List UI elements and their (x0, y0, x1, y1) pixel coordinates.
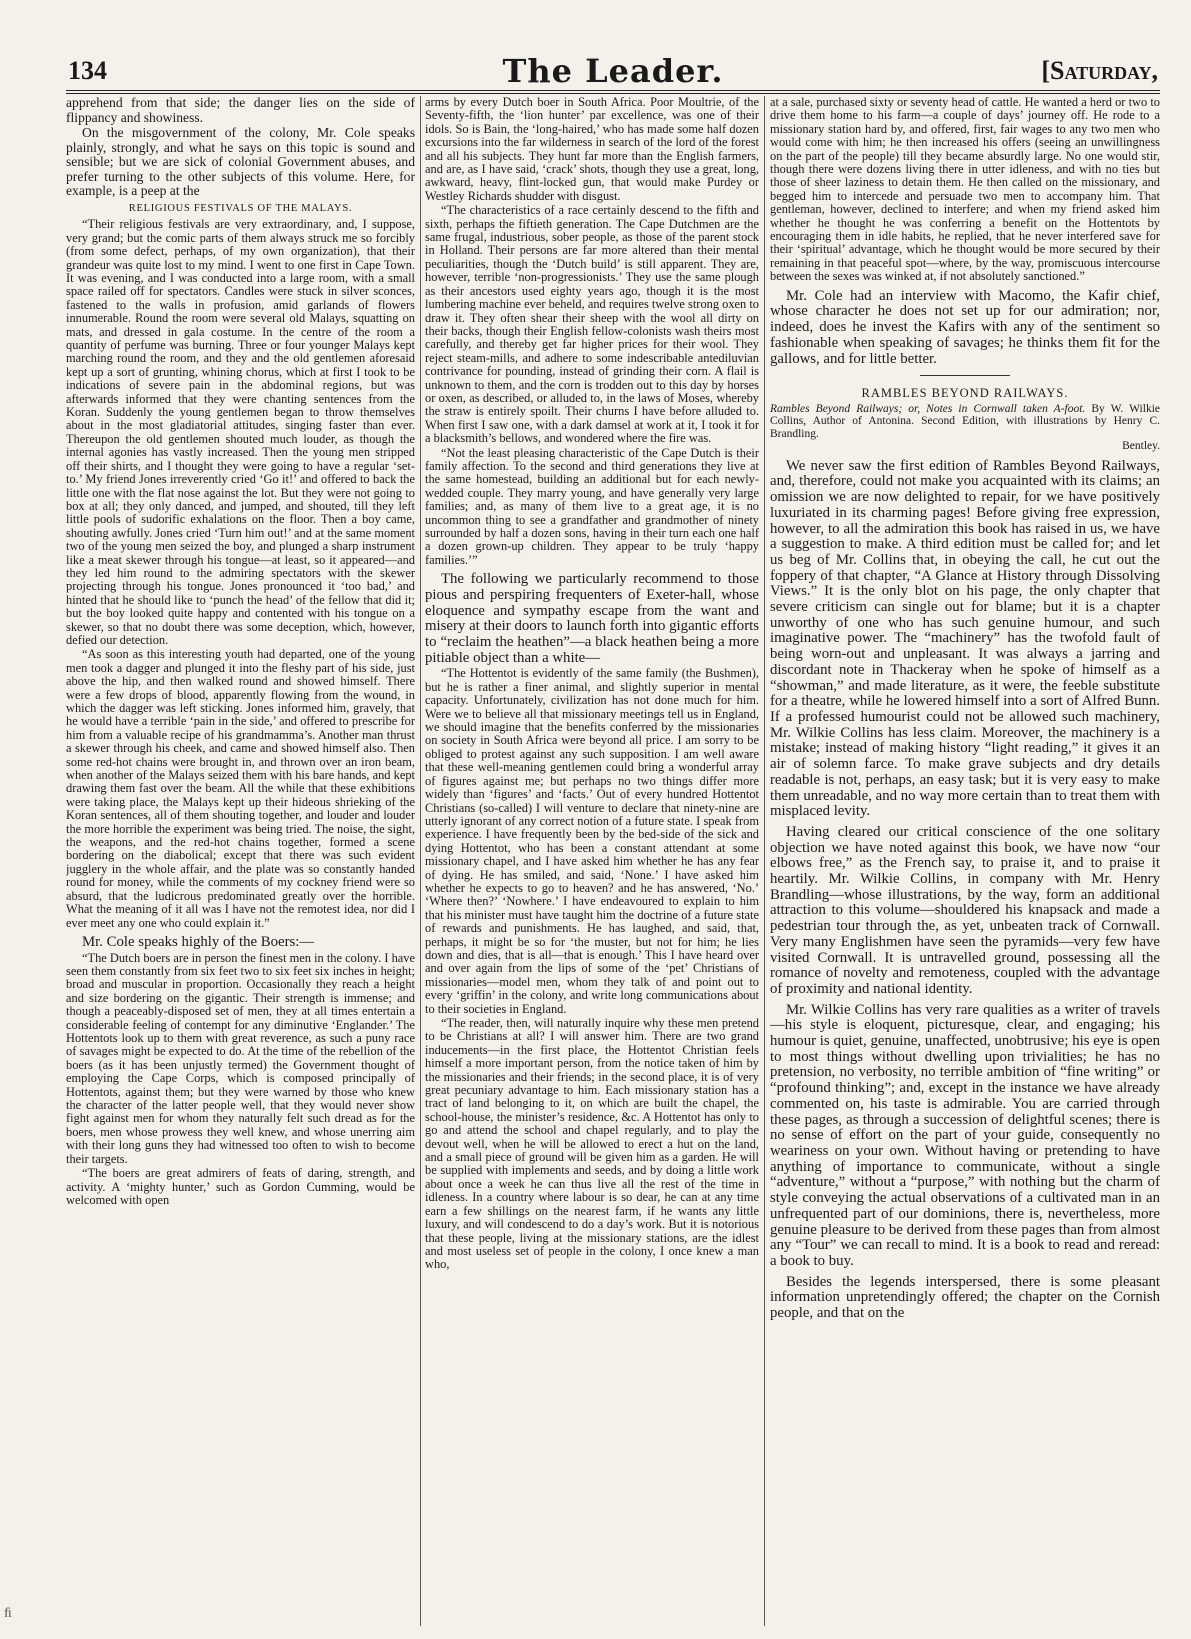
quoted-paragraph: “The characteristics of a race certainly descend to the fifth and sixth, perhaps the fiftieth generation. The Cape Dutchmen are the same frugal, industrious, sober people, as those of the parent stock in Holland. Their persons are far more altered than their mental peculiarities, though the ‘Dutch build’ is still apparent. They are, however, terrible ‘non-progressionists.’ They use the same plough as their ancestors used eighty years ago, though it is the most lumbering machine ever beheld, and requires twelve strong oxen to draw it. They often shear their sheep with the wool all dirty on their backs, though their English fellow-colonists wash theirs most carefully, and thereby get far higher prices for their wool. They reject steam-mills, and adhere to some indescribable antediluvian contrivance for pounding, instead of grinding their corn. A flail is unknown to them, and the corn is trodden out to this day by horses or oxen, as described, or alluded to, in the laws of Moses, whereby the straw is entirely spoilt. Their churns I have before alluded to. When first I saw one, with a dark damsel at work at it, I took it for a blacksmith’s bellows, and wondered where the fire was. (425, 203, 759, 446)
book-credits: By W. Wilkie Collins, Author of Antonina. Second Edition, with illustrations by Henry C. Brandling. (770, 402, 1160, 440)
header-rule (66, 90, 1160, 91)
book-title: Rambles Beyond Railways; or, Notes in Cornwall taken A-foot. (770, 402, 1086, 415)
column-divider-1 (420, 96, 421, 1626)
column-divider-2 (764, 96, 765, 1626)
paragraph: The following we particularly recommend to those pious and perspiring frequenters of Exeter-hall, whose eloquence and sympathy escape from the want and misery at their doors to launch forth into gigantic efforts to “reclaim the heathen”—a black heathen being a more pitiable object than a white— (425, 571, 759, 666)
quoted-paragraph: arms by every Dutch boer in South Africa. Poor Moultrie, of the Seventy-fifth, the ‘lion hunter’ par excellence, was one of their idols. So is Bain, the ‘long-haired,’ who has made some half dozen excursions into the far wilderness in search of the lord of the forest and all his subjects. They hunt far more than the English farmers, and are, as I have said, ‘crack’ shots, though they use a great, long, awkward, heavy, flint-locked gun, that would make Purdey or Westley Richards shudder with disgust. (425, 96, 759, 203)
quoted-paragraph: “Their religious festivals are very extraordinary, and, I suppose, very grand; but the comic parts of them always struck me so forcibly (from some defect, perhaps, of my own organization), that their grandeur was quite lost to my mind. I went to one first in Cape Town. It was evening, and I was conducted into a large room, with a small space railed off for spectators. Candles were stuck in silver sconces, fastened to the walls in profusion, amid garlands of flowers innumerable. Round the room were several old Malays, squatting on mats, and dressed in gala costume. In the centre of the room a quantity of perfume was burning. Three or four younger Malays kept marching round the room, and they and the old gentlemen aforesaid kept up a sort of grunting, whining chorus, which at first I took to be indications of severe pain in the abdominal regions, but was afterwards informed that they were chanting sentences from the Koran. Suddenly the young gentlemen began to throw themselves about in the most gladiatorial attitudes, singing faster than ever. Thereupon the old gentlemen shouted much louder, as though the internal agonies has vastly increased. Then the young men stripped off their shirts, and I thought they were going to have a regular ‘set-to.’ My friend Jones irreverently cried ‘Go it!’ and offered to back the little one with the flat nose against the lot. But they were not going to box at all; they only danced, and jumped, and shouted, till they left little pools of sudorific exhalations on the floor. Then a boy came, shouting awfully. Jones cried ‘Turn him out!’ and at the same moment two of the young men seized the boy, and plunged a sharp instrument like a meat skewer through his tongue—at least, so it appeared—and they led him round to the admiring spectators with the skewer projecting through his tongue. Jones pronounced it ‘too bad,’ and hinted that he should like to ‘punch the head’ of the fellow that did it; but the boy looked quite happy and contented with his tongue on a skewer, so that no doubt there was some deception, which, however, defied our detection. (66, 217, 415, 647)
column-3 (770, 96, 1160, 1626)
book-publisher: Bentley. (1122, 440, 1160, 453)
dateline: [Saturday, (1041, 56, 1158, 85)
quoted-paragraph: “The Dutch boers are in person the finest men in the colony. I have seen them constantly from six feet two to six feet six inches in height; broad and muscular in proportion. Occasionally they reach a height and size bordering on the gigantic. Their strength is immense; and though a peaceably-disposed set of men, they at all times entertain a considerable feeling of contempt for any diminutive ‘Englander.’ The Hottentots look up to them with great reverence, as such a puny race of savages might be expected to do. At the time of the rebellion of the boers (as it has been unjustly termed) the Government thought of employing the Cape Corps, which is composed principally of Hottentots, against them; but they were warned by those who knew the character of the latter people well, that they would never show fight against men for whom they naturally felt such dread as for the boers, men whose prowess they well knew, and whose unerring aim with their long guns they had witnessed too often to wish to become their targets. (66, 950, 415, 1166)
page-header (68, 52, 1158, 94)
paragraph: Mr. Wilkie Collins has very rare qualities as a writer of travels—his style is eloquent, picturesque, clear, and engaging; his humour is quiet, genuine, unaffected, unobtrusive; his eye is open to most things without dwelling upon trivialities; he has no pretension, no verbosity, no terrible ambition of “fine writing” or “profound thinking”; and, except in the instance we have already commented on, his taste is admirable. You are carried through these pages, as through a succession of delightful scenes; there is no sense of effort on the part of your guide, consequently no weariness on your own. Without having or pretending to have anything of importance to communicate, without a single “adventure,” without a “purpose,” with nothing but the charm of style conveying the actual observations of a cultivated man in an unfrequented part of our dominions, there is, nevertheless, more genuine pleasure to be derived from these pages than from almost any “Tour” we can recall to mind. It is a book to read and reread: a book to buy. (770, 1001, 1160, 1269)
paragraph: On the misgovernment of the colony, Mr. Cole speaks plainly, strongly, and what he says on this topic is sound and sensible; but we are sick of colonial Government abuses, and prefer turning to the other subjects of this volume. Here, for example, is a peep at the (66, 125, 415, 199)
book-reference (770, 403, 1160, 453)
scan-mark: ﬁ (4, 1606, 12, 1621)
section-rule (920, 375, 1010, 376)
quoted-paragraph: “The Hottentot is evidently of the same family (the Bushmen), but he is rather a finer animal, and slightly superior in mental capacity. Unfortunately, civilization has not done much for him. Were we to believe all that missionary meetings tell us in England, we should imagine that the benefits conferred by the missionaries on society in South Africa were beyond all price. I am sorry to be obliged to protest against any such supposition. I am well aware that these well-meaning gentlemen could bring a wonderful array of figures against me; but perhaps no two things differ more widely than ‘figures’ and ‘facts.’ Out of every hundred Hottentot Christians (so-called) I will venture to declare that ninety-nine are utterly ignorant of any correct notion of a future state. I speak from experience. I have frequently been by the bed-side of the sick and dying Hottentot, who has been a constant attendant at some missionary chapel, and I have asked him whether he has any fear of dying. He has smiled, and said, ‘None.’ I have asked him whether he expects to go to heaven? and he has answered, ‘No.’ ‘Where then?’ ‘Nowhere.’ I have endeavoured to explain to him that his minister must have taught him the doctrine of a future state of rewards and punishments. He has laughed, and said, that, perhaps, it might be so for ‘the muster, but not for him; he lies down and dies, that is all—that is enough.’ This I have heard over and over again from the lips of some of the ‘pet’ Christians of missionaries—model men, whom they talk of and point out to every ‘griffin’ in the colony, and write long communications about to their societies in England. (425, 666, 759, 1016)
review-title: RAMBLES BEYOND RAILWAYS. (861, 386, 1069, 401)
page-number: 134 (68, 56, 107, 85)
quoted-paragraph: at a sale, purchased sixty or seventy head of cattle. He wanted a herd or two to drive them home to his farm—a couple of days’ journey off. He rode to a missionary station hard by, and offered, first, fair wages to any two men who would come with him; he then increased his offers (seeing an unwillingness on the part of the people) till they became absurdly large. No one would stir, though there were dozens living there in utter idleness, and with no ties but those of sheer laziness to detain them. He then called on the missionary, and begged him to intercede and persuade two men to accompany him. That gentleman, however, declined to interfere; and when my friend asked him whether he thought he was conferring a benefit on the Hottentots by encouraging them in idle habits, he replied, that he never interfered save for their ‘spiritual’ advantage, which he thought would be more secured by their remaining in that peaceful spot—where, by the way, promiscuous intercourse between the sexes was winked at, if not absolutely sanctioned.” (770, 96, 1160, 284)
paragraph: Mr. Cole had an interview with Macomo, the Kafir chief, whose character he does not set up for our admiration; nor, indeed, does he invest the Kafirs with any of the sentiment so fashionable when speaking of savages; he thinks them fit for the gallows, and for little better. (770, 287, 1160, 367)
paragraph: We never saw the first edition of Rambles Beyond Railways, and, therefore, could not make you acquainted with its claims; an omission we are now delighted to repair, for we have positively luxuriated in its charming pages! Before giving free expression, however, to all the admiration this book has raised in us, we have a suggestion to make. A third edition must be called for; and let us beg of Mr. Collins that, in obeying the call, he cut out the foppery of that chapter, “A Glance at History through Dissolving Views.” It is the only blot on his page, the only chapter that severe criticism can single out for blame; but it is a chapter unworthy of one who has such genuine humour, and such imaginative power. The “machinery” has the twofold fault of being worn-out and unpleasant. It was always a jarring and discordant note in Thackeray when he spoke of himself as a “showman,” and made literature, as it were, the feeble substitute for a theatre, while he lowered himself into a sort of Alfred Bunn. If a professed humourist could not be allowed such machinery, Mr. Wilkie Collins has less claim. Moreover, the machinery is a mistake; instead of making history “light reading,” it gives it an air of solemn farce. To make grave subjects and dry details readable is not, perhaps, an easy task; but it is very easy to make them unreadable, and no way more certain than to treat them with misplaced levity. (770, 457, 1160, 820)
subheading: RELIGIOUS FESTIVALS OF THE MALAYS. (128, 202, 353, 214)
paragraph: Mr. Cole speaks highly of the Boers:— (82, 933, 315, 950)
column-1 (66, 96, 415, 1626)
header-rule-thin (66, 93, 1160, 94)
paragraph: apprehend from that side; the danger lies on the side of flippancy and showiness. (66, 96, 415, 125)
paragraph: Besides the legends interspersed, there is some pleasant information unpretendingly offered; the chapter on the Cornish people, and that on the (770, 1273, 1160, 1322)
quoted-paragraph: “The reader, then, will naturally inquire why these men pretend to be Christians at all? I will answer him. There are two grand inducements—in the first place, the Hottentot Christian feels himself a more important person, from the notice taken of him by the missionaries and their friends; in the second place, it is of very great pecuniary advantage to him. Each missionary station has a tract of land belonging to it, on which are built the chapel, the school-house, the minister’s residence, &c. A Hottentot has only to go and attend the school and chapel regularly, and to play the devout well, when he will be allowed to erect a hut on the land, and a small piece of ground will be given him as a garden. He will be supplied with implements and seeds, and by doing a little work about once a week he can thus live all the rest of the time in idleness. In a country where labour is so dear, he can at any time earn a few shillings on the nearest farm, if he wants any little luxury, and will condescend to do a day’s work. But it is notorious that these people, living at the missionary stations, are the idlest and most useless set of people in the colony, I once knew a man who, (425, 1016, 759, 1272)
masthead-title: The Leader. (502, 52, 724, 90)
column-2 (425, 96, 759, 1626)
quoted-paragraph: “As soon as this interesting youth had departed, one of the young men took a dagger and plunged it into the fleshy part of his side, just above the hip, and then walked round and showed himself. There were a few drops of blood, apparently flowing from the wound, in which the dagger was left sticking. Jones informed him, gravely, that he would have a terrible ‘pain in the side,’ and offered to prescribe for him from a valuable recipe of his grandmamma’s. Another man thrust a skewer through his cheek, and came and showed himself also. Then some red-hot chains were brought in, and thrown over an iron beam, when another of the Malays seized them with his bare hands, and kept drawing them fast over the beam. All the while that these exhibitions were taking place, the Malays kept up their hideous shrieking of the Koran sentences, all of them shouting together, and louder and louder the more horrible the experiment was being tried. The noise, the sight, the weapons, and the red-hot chains together, formed a scene bordering on the diabolical; except that there was such evident jugglery in the whole affair, and the plate was so constantly handed round for money, while the comments of my cockney friend were so absurd, that the ludicrous predominated greatly over the horrible. What the meaning of it all was I have not the remotest idea, nor did I ever meet any one who could explain it.” (66, 647, 415, 930)
quoted-paragraph: “Not the least pleasing characteristic of the Cape Dutch is their family affection. To the second and third generations they live at the same homestead, building an additional but for each newly-wedded couple. They marry young, and have generally very large families; and, as many of them live to a great age, it is no uncommon thing to see a grandfather and grandmother of ninety surrounded by half a dozen sons, having in their turn each one half a dozen grown-up children. They appear to be truly ‘happy families.’” (425, 445, 759, 567)
quoted-paragraph: “The boers are great admirers of feats of daring, strength, and activity. A ‘mighty hunter,’ such as Gordon Cumming, would be welcomed with open (66, 1166, 415, 1207)
paragraph: Having cleared our critical conscience of the one solitary objection we have noted against this book, we have now “our elbows free,” as the French say, to praise it, and to praise it heartily. Mr. Wilkie Collins, in company with Mr. Henry Brandling—whose illustrations, by the way, form an additional attraction to this volume—shouldered his knapsack and made a pedestrian tour through the, as yet, unbeaten track of Cornwall. Very many Englishmen have seen the pyramids—very few have visited Cornwall. It is untravelled ground, possessing all the romance of novelty and remoteness, coupled with the advantage of proximity and national identity. (770, 823, 1160, 997)
